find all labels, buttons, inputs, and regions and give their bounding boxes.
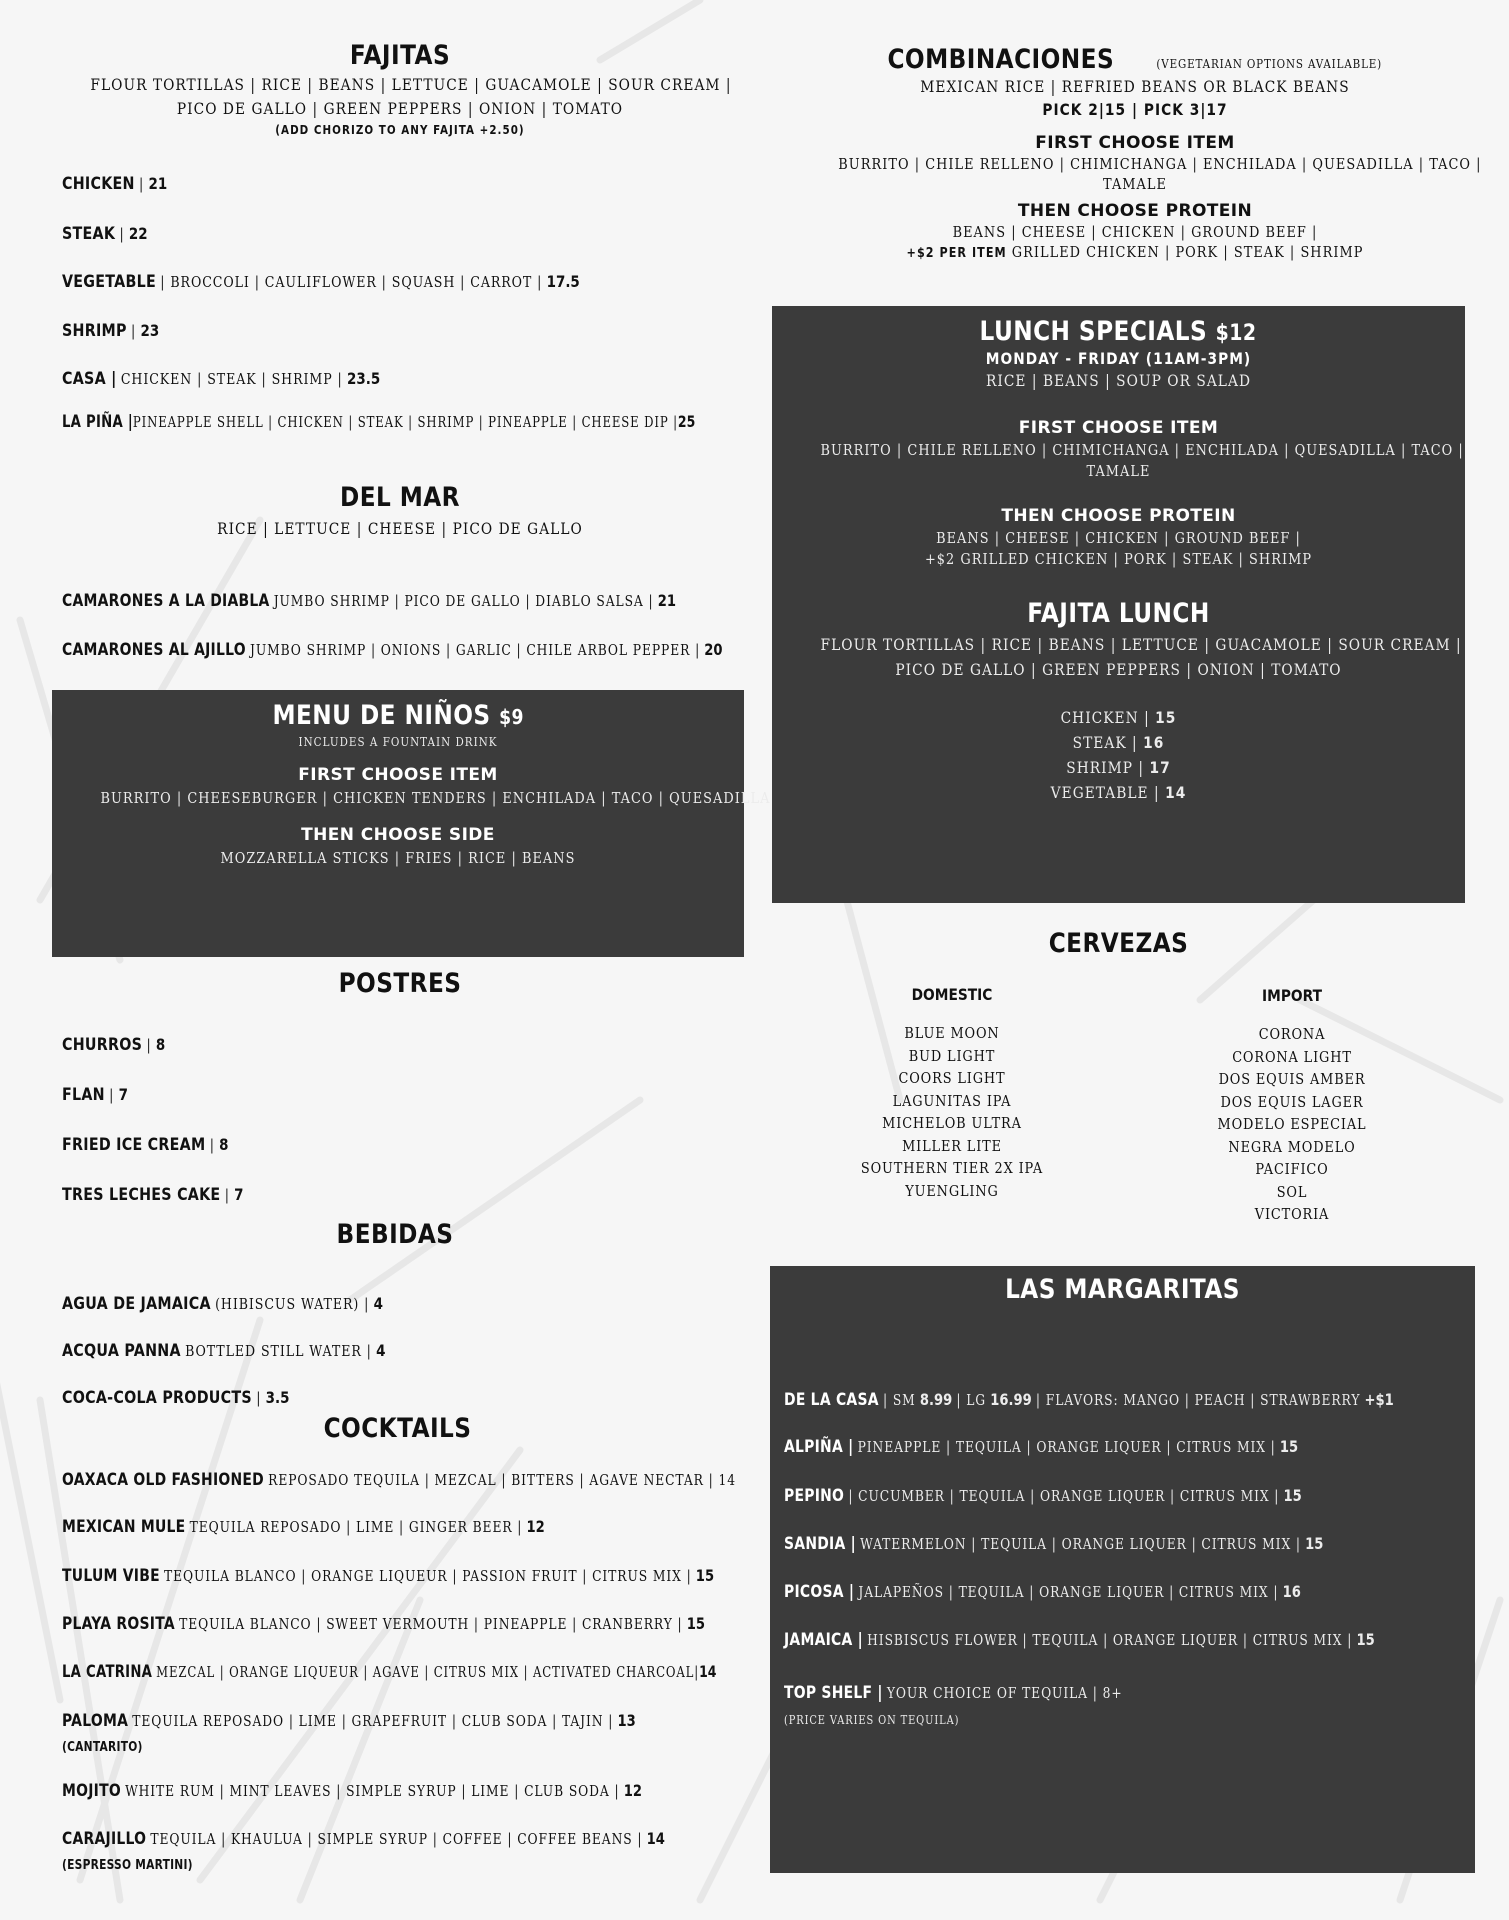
lunch-days: MONDAY - FRIDAY (11AM-3PM) [985,349,1252,368]
postre-item-fried-ice-cream: FRIED ICE CREAM | 8 [62,1135,229,1155]
domestic-head: DOMESTIC [911,985,993,1004]
combinaciones-pick: PICK 2|15 | PICK 3|17 [1042,100,1228,119]
lunch-items-line1: BURRITO | CHILE RELLENO | CHIMICHANGA | ENCHILADA | QUESADILLA | TACO | [820,441,1464,459]
ninos-title: MENU DE NIÑOS $9 [272,700,524,731]
import-beer: PACIFICO [1255,1160,1329,1178]
fajita-item-la-pina: LA PIÑA |PINEAPPLE SHELL | CHICKEN | STEAK | SHRIMP | PINEAPPLE | CHEESE DIP |25 [62,412,696,432]
lunch-protein-line2: +$2 GRILLED CHICKEN | PORK | STEAK | SHRIMP [924,550,1313,568]
cocktails-title: COCKTAILS [323,1413,472,1444]
domestic-beer: BLUE MOON [904,1024,1000,1042]
del-mar-section [40,482,760,538]
margarita-item-sandia: SANDIA | WATERMELON | TEQUILA | ORANGE LIQUER | CITRUS MIX | 15 [784,1534,1324,1554]
fajitas-included-line1: FLOUR TORTILLAS | RICE | BEANS | LETTUCE | GUACAMOLE | SOUR CREAM | [90,75,732,94]
bebida-item-jamaica: AGUA DE JAMAICA (HIBISCUS WATER) | 4 [62,1294,383,1314]
combinaciones-protein-line2: +$2 PER ITEM GRILLED CHICKEN | PORK | STEAK | SHRIMP [906,243,1364,261]
import-beer: CORONA LIGHT [1232,1047,1352,1066]
combinaciones-items-line1: BURRITO | CHILE RELLENO | CHIMICHANGA | ENCHILADA | QUESADILLA | TACO | [838,155,1482,173]
margarita-top-shelf-note: (PRICE VARIES ON TEQUILA) [784,1713,960,1727]
del-mar-item-diabla: CAMARONES A LA DIABLA JUMBO SHRIMP | PICO DE GALLO | DIABLO SALSA | 21 [62,591,677,611]
del-mar-title: DEL MAR [340,482,460,513]
lunch-sides: RICE | BEANS | SOUP OR SALAD [985,371,1252,390]
fajita-lunch-item-shrimp: SHRIMP | 17 [1066,758,1171,777]
del-mar-included: RICE | LETTUCE | CHEESE | PICO DE GALLO [217,519,583,538]
lunch-specials-panel [772,306,1465,903]
margarita-item-jamaica: JAMAICA | HISBISCUS FLOWER | TEQUILA | ORANGE LIQUER | CITRUS MIX | 15 [784,1630,1375,1650]
cocktail-paloma-note: (CANTARITO) [62,1740,143,1755]
cocktail-item-playa-rosita: PLAYA ROSITA TEQUILA BLANCO | SWEET VERMOUTH | PINEAPPLE | CRANBERRY | 15 [62,1614,706,1634]
fajitas-chorizo-note: (ADD CHORIZO TO ANY FAJITA +2.50) [275,123,525,137]
lunch-first-head: FIRST CHOOSE ITEM [1018,418,1219,438]
fajita-lunch-line1: FLOUR TORTILLAS | RICE | BEANS | LETTUCE | GUACAMOLE | SOUR CREAM | [820,635,1462,654]
import-beer: CORONA [1258,1025,1326,1043]
fajitas-title: FAJITAS [349,40,451,71]
combinaciones-items-line2: TAMALE [1103,175,1167,193]
fajita-item-casa: CASA | CHICKEN | STEAK | SHRIMP | 23.5 [62,369,381,389]
combinaciones-first-head: FIRST CHOOSE ITEM [1035,133,1235,153]
fajita-lunch-item-chicken: CHICKEN | 15 [1060,708,1177,727]
cocktails-section [40,1413,755,1444]
cocktail-carajillo-note: (ESPRESSO MARTINI) [62,1858,193,1873]
combinaciones-title: COMBINACIONES [887,44,1115,75]
fajita-lunch-line2: PICO DE GALLO | GREEN PEPPERS | ONION | TOMATO [895,660,1342,679]
domestic-beer: COORS LIGHT [898,1069,1006,1087]
combinaciones-vegetarian-note: (VEGETARIAN OPTIONS AVAILABLE) [1156,57,1383,71]
cocktail-item-la-catrina: LA CATRINA MEZCAL | ORANGE LIQUEUR | AGAVE | CITRUS MIX | ACTIVATED CHARCOAL|14 [62,1662,717,1682]
bebida-item-acqua-panna: ACQUA PANNA BOTTLED STILL WATER | 4 [62,1341,386,1361]
domestic-beer-list [832,1022,1073,1202]
fajitas-included-line2: PICO DE GALLO | GREEN PEPPERS | ONION | TOMATO [176,99,624,118]
domestic-beer: LAGUNITAS IPA [892,1091,1012,1110]
lunch-protein-head: THEN CHOOSE PROTEIN [1001,506,1236,526]
cocktail-item-mexican-mule: MEXICAN MULE TEQUILA REPOSADO | LIME | GINGER BEER | 12 [62,1517,545,1537]
ninos-sides: MOZZARELLA STICKS | FRIES | RICE | BEANS [220,849,576,867]
bebida-item-coca-cola: COCA-COLA PRODUCTS | 3.5 [62,1388,290,1408]
ninos-panel [52,690,771,957]
cocktail-item-carajillo: CARAJILLO TEQUILA | KHAULUA | SIMPLE SYRUP | COFFEE | COFFEE BEANS | 14 [62,1829,665,1849]
fajitas-section [40,40,760,137]
domestic-beer: SOUTHERN TIER 2X IPA [860,1159,1044,1177]
margarita-item-casa: DE LA CASA | SM 8.99 | LG 16.99 | FLAVORS: MANGO | PEACH | STRAWBERRY +$1 [784,1390,1394,1410]
lunch-protein-line1: BEANS | CHEESE | CHICKEN | GROUND BEEF | [936,529,1301,547]
domestic-beer-column [812,985,1092,1202]
cervezas-title: CERVEZAS [1048,928,1189,959]
margarita-item-alpina: ALPIÑA | PINEAPPLE | TEQUILA | ORANGE LIQUER | CITRUS MIX | 15 [784,1437,1299,1457]
del-mar-item-ajillo: CAMARONES AL AJILLO JUMBO SHRIMP | ONIONS | GARLIC | CHILE ARBOL PEPPER | 20 [62,640,723,660]
postre-item-flan: FLAN | 7 [62,1085,128,1105]
margarita-item-picosa: PICOSA | JALAPEÑOS | TEQUILA | ORANGE LIQUER | CITRUS MIX | 16 [784,1582,1301,1602]
import-beer: MODELO ESPECIAL [1217,1115,1367,1133]
fajita-item-vegetable: VEGETABLE | BROCCOLI | CAULIFLOWER | SQUASH | CARROT | 17.5 [62,272,580,292]
fajita-item-steak: STEAK | 22 [62,224,148,244]
cocktail-item-paloma: PALOMA TEQUILA REPOSADO | LIME | GRAPEFRUIT | CLUB SODA | TAJIN | 13 [62,1711,636,1731]
fajita-lunch-title: FAJITA LUNCH [1027,598,1210,629]
import-beer-list [1172,1023,1413,1226]
domestic-beer: BUD LIGHT [908,1046,996,1065]
cocktail-item-oaxaca: OAXACA OLD FASHIONED REPOSADO TEQUILA | MEZCAL | BITTERS | AGAVE NECTAR | 14 [62,1470,736,1490]
domestic-beer: MICHELOB ULTRA [882,1114,1022,1132]
cocktail-item-mojito: MOJITO WHITE RUM | MINT LEAVES | SIMPLE SYRUP | LIME | CLUB SODA | 12 [62,1781,642,1801]
ninos-first-head: FIRST CHOOSE ITEM [298,765,498,785]
domestic-beer: MILLER LITE [902,1136,1002,1155]
fajita-lunch-item-steak: STEAK | 16 [1072,733,1165,752]
postre-item-churros: CHURROS | 8 [62,1035,166,1055]
import-beer-column [1152,986,1432,1226]
margarita-item-pepino: PEPINO | CUCUMBER | TEQUILA | ORANGE LIQUER | CITRUS MIX | 15 [784,1486,1302,1506]
combinaciones-protein-line1: BEANS | CHEESE | CHICKEN | GROUND BEEF | [952,223,1318,241]
postres-title: POSTRES [338,968,462,999]
import-beer: DOS EQUIS LAGER [1220,1092,1364,1111]
lunch-items-line2: TAMALE [1086,462,1151,480]
combinaciones-sides: MEXICAN RICE | REFRIED BEANS OR BLACK BEANS [920,77,1350,96]
import-beer: DOS EQUIS AMBER [1218,1070,1366,1088]
import-head: IMPORT [1262,986,1322,1005]
import-beer: NEGRA MODELO [1228,1137,1356,1156]
ninos-side-head: THEN CHOOSE SIDE [301,825,495,845]
margaritas-title: LAS MARGARITAS [1005,1274,1240,1305]
ninos-drink-note: INCLUDES A FOUNTAIN DRINK [298,735,498,749]
bebidas-section [30,1219,760,1250]
bebidas-title: BEBIDAS [336,1219,454,1250]
combinaciones-section [790,44,1480,261]
cervezas-section [772,928,1465,959]
fajita-item-shrimp: SHRIMP | 23 [62,321,160,341]
margaritas-panel [770,1266,1475,1873]
postres-section [40,968,760,999]
margarita-item-top-shelf: TOP SHELF | YOUR CHOICE OF TEQUILA | 8+ [784,1683,1123,1703]
import-beer: SOL [1276,1182,1308,1201]
ninos-items: BURRITO | CHEESEBURGER | CHICKEN TENDERS | ENCHILADA | TACO | QUESADILLA [100,789,771,807]
fajita-lunch-item-vegetable: VEGETABLE | 14 [1050,783,1187,802]
lunch-title: LUNCH SPECIALS $12 [980,316,1257,347]
cocktail-item-tulum-vibe: TULUM VIBE TEQUILA BLANCO | ORANGE LIQUEUR | PASSION FRUIT | CITRUS MIX | 15 [62,1566,715,1586]
fajita-item-chicken: CHICKEN | 21 [62,174,168,194]
combinaciones-protein-head: THEN CHOOSE PROTEIN [1017,201,1253,221]
domestic-beer: YUENGLING [905,1181,999,1200]
postre-item-tres-leches: TRES LECHES CAKE | 7 [62,1185,244,1205]
import-beer: VICTORIA [1254,1205,1330,1223]
